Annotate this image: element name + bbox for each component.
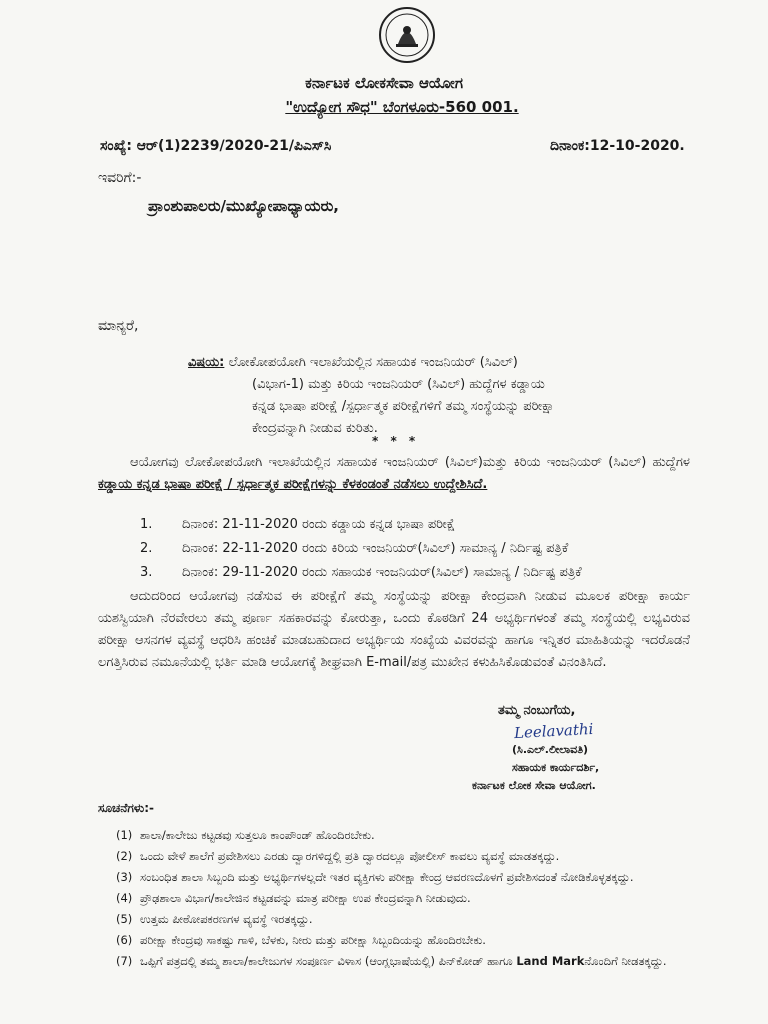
note-text-c: ನೊಂದಿಗೆ ನೀಡತಕ್ಕದ್ದು. <box>584 954 667 968</box>
salutation: ಮಾನ್ಯರೆ, <box>98 318 139 334</box>
signer-name: (ಸಿ.ಎಲ್.ಲೀಲಾವತಿ) <box>512 743 589 756</box>
notes-list <box>116 826 688 973</box>
signer-office: ಕರ್ನಾಟಕ ಲೋಕ ಸೇವಾ ಆಯೋಗ. <box>472 779 596 792</box>
note-number: (4) <box>116 891 133 905</box>
subject-line-4: ಕೇಂದ್ರವನ್ನಾಗಿ ನೀಡುವ ಕುರಿತು. <box>252 421 378 436</box>
exam-number: 3. <box>140 565 153 580</box>
intro-paragraph <box>98 452 690 496</box>
list-item <box>116 826 688 845</box>
note-text: ಪರೀಕ್ಷಾ ಕೇಂದ್ರವು ಸಾಕಷ್ಟು ಗಾಳಿ, ಬೆಳಕು, ನೀರು ಮತ್ತು ಪರೀಕ್ಷಾ ಸಿಬ್ಬಂದಿಯನ್ನು ಹೊಂದಿರಬೇಕು. <box>140 933 486 947</box>
note-number: (1) <box>116 828 133 842</box>
exam-text: ದಿನಾಂಕ: 22-11-2020 ರಂದು ಕಿರಿಯ ಇಂಜನಿಯರ್(ಸಿವಿಲ್) ಸಾಮಾನ್ಯ / ನಿರ್ದಿಷ್ಟ ಪತ್ರಿಕೆ <box>182 541 569 556</box>
separator: * * * <box>372 434 420 448</box>
list-item <box>116 847 688 866</box>
subject-label: ವಿಷಯ: <box>188 355 225 370</box>
organization-name: ಕರ್ನಾಟಕ ಲೋಕಸೇವಾ ಆಯೋಗ <box>305 74 463 92</box>
exam-number: 2. <box>140 541 153 556</box>
list-item <box>116 952 688 971</box>
reference-number: ಸಂಖ್ಯೆ: ಆರ್(1)2239/2020-21/ಪಿಎಸ್‌ಸಿ <box>100 138 332 154</box>
list-item <box>140 561 582 585</box>
note-number: (7) <box>116 954 133 968</box>
addressee: ಪ್ರಾಂಶುಪಾಲರು/ಮುಖ್ಯೋಪಾಧ್ಯಾಯರು, <box>148 197 339 215</box>
government-seal-icon <box>378 6 436 64</box>
signer-block <box>472 741 636 795</box>
closing: ತಮ್ಮ ನಂಬುಗೆಯ, <box>498 703 576 718</box>
list-item <box>140 537 582 561</box>
list-item <box>140 513 582 537</box>
note-number: (3) <box>116 870 133 884</box>
to-label: ಇವರಿಗೆ:- <box>98 170 142 186</box>
subject-line-2: (ವಿಭಾಗ-1) ಮತ್ತು ಕಿರಿಯ ಇಂಜನಿಯರ್ (ಸಿವಿಲ್) ಹುದ್ದೆಗಳ ಕಡ್ಡಾಯ <box>252 377 545 392</box>
request-paragraph: ಆದುದರಿಂದ ಆಯೋಗವು ನಡೆಸುವ ಈ ಪರೀಕ್ಷೆಗೆ ತಮ್ಮ ಸಂಸ್ಥೆಯನ್ನು ಪರೀಕ್ಷಾ ಕೇಂದ್ರವಾಗಿ ನೀಡುವ ಮೂಲಕ ಪರೀಕ್ಷಾ ಕಾರ್ಯ ಯಶಸ್ವಿಯಾಗಿ ನೆರವೇರಲು ತಮ್ಮ ಪೂರ್ಣ ಸಹಕಾರವನ್ನು ಕೋರುತ್ತಾ, ಒಂದು ಕೊಠಡಿಗೆ 24 ಅಭ್ಯರ್ಥಿಗಳಂತೆ ತಮ್ಮ ಸಂಸ್ಥೆಯಲ್ಲಿ ಲಭ್ಯವಿರುವ ಪರೀಕ್ಷಾ ಆಸನಗಳ ವ್ಯವಸ್ಥೆ ಆಧರಿಸಿ ಹಂಚಿಕೆ ಮಾಡಬಹುದಾದ ಅಭ್ಯರ್ಥಿಯ ಸಂಖ್ಯೆಯ ವಿವರವನ್ನು ಹಾಗೂ ಇನ್ನಿತರ ಮಾಹಿತಿಯನ್ನು ಇದರೊಡನೆ ಲಗತ್ತಿಸಿರುವ ನಮೂನೆಯಲ್ಲಿ ಭರ್ತಿ ಮಾಡಿ ಆಯೋಗಕ್ಕೆ ಶೀಘ್ರವಾಗಿ E-mail/ಪತ್ರ ಮುಖೇನ ಕಳುಹಿಸಿಕೊಡುವಂತೆ ವಿನಂತಿಸಿದೆ. <box>98 589 690 670</box>
list-item <box>116 931 688 950</box>
intro-emphasis: ಕಡ್ಡಾಯ ಕನ್ನಡ ಭಾಷಾ ಪರೀಕ್ಷೆ / ಸ್ಪರ್ಧಾತ್ಮಕ ಪರೀಕ್ಷೆಗಳನ್ನು ಕೆಳಕಂಡಂತೆ ನಡೆಸಲು ಉದ್ದೇಶಿಸಿದೆ. <box>98 477 488 492</box>
list-item <box>116 868 688 887</box>
exam-text: ದಿನಾಂಕ: 21-11-2020 ರಂದು ಕಡ್ಡಾಯ ಕನ್ನಡ ಭಾಷಾ ಪರೀಕ್ಷೆ <box>182 517 456 532</box>
note-text: ಸಂಬಂಧಿತ ಶಾಲಾ ಸಿಬ್ಬಂದಿ ಮತ್ತು ಅಭ್ಯರ್ಥಿಗಳಲ್ಲದೇ ಇತರ ವ್ಯಕ್ತಿಗಳು ಪರೀಕ್ಷಾ ಕೇಂದ್ರ ಆವರಣದೊಳಗೆ ಪ್ರವೇಶಿಸದಂತೆ ನೋಡಿಕೊಳ್ಳತಕ್ಕದ್ದು. <box>140 870 634 884</box>
list-item <box>116 889 688 908</box>
organization-address <box>18 98 768 116</box>
note-number: (5) <box>116 912 133 926</box>
notes-title: ಸೂಚನೆಗಳು:- <box>98 801 154 815</box>
subject-line-3: ಕನ್ನಡ ಭಾಷಾ ಪರೀಕ್ಷೆ /ಸ್ಪರ್ಧಾತ್ಮಕ ಪರೀಕ್ಷೆಗಳಿಗೆ ತಮ್ಮ ಸಂಸ್ಥೆಯನ್ನು ಪರೀಕ್ಷಾ <box>252 399 555 414</box>
exam-number: 1. <box>140 517 153 532</box>
note-text <box>140 952 688 971</box>
note-text: ಪ್ರೌಢಶಾಲಾ ವಿಭಾಗ/ಕಾಲೇಜಿನ ಕಟ್ಟಡವನ್ನು ಮಾತ್ರ ಪರೀಕ್ಷಾ ಉಪ ಕೇಂದ್ರವನ್ನಾಗಿ ನೀಡುವುದು. <box>140 891 471 905</box>
subject-block <box>188 352 648 440</box>
exam-schedule-list <box>140 513 582 585</box>
intro-text: ಆಯೋಗವು ಲೋಕೋಪಯೋಗಿ ಇಲಾಖೆಯಲ್ಲಿನ ಸಹಾಯಕ ಇಂಜನಿಯರ್ (ಸಿವಿಲ್)ಮತ್ತು ಕಿರಿಯ ಇಂಜನಿಯರ್ (ಸಿವಿಲ್) ಹುದ್ದೆಗಳ <box>130 455 690 470</box>
subject-line-1: ಲೋಕೋಪಯೋಗಿ ಇಲಾಖೆಯಲ್ಲಿನ ಸಹಾಯಕ ಇಂಜನಿಯರ್ (ಸಿವಿಲ್) <box>228 355 518 370</box>
organization-address-text: "ಉದ್ಯೋಗ ಸೌಧ" ಬೆಂಗಳೂರು-560 001. <box>285 98 519 116</box>
note-text-b: Land Mark <box>516 954 585 968</box>
note-text: ಶಾಲಾ/ಕಾಲೇಜು ಕಟ್ಟಡವು ಸುತ್ತಲೂ ಕಾಂಪೌಂಡ್ ಹೊಂದಿರಬೇಕು. <box>140 828 375 842</box>
signature: Leelavathi <box>513 719 594 743</box>
note-text: ಉತ್ತಮ ಪೀಠೋಪಕರಣಗಳ ವ್ಯವಸ್ಥೆ ಇರತಕ್ಕದ್ದು. <box>140 912 313 926</box>
note-text: ಒಂದು ವೇಳೆ ಶಾಲೆಗೆ ಪ್ರವೇಶಿಸಲು ಎರಡು ದ್ವಾರಗಳಿದ್ದಲ್ಲಿ ಪ್ರತಿ ದ್ವಾರದಲ್ಲೂ ಪೋಲೀಸ್ ಕಾವಲು ವ್ಯವಸ್ಥೆ ಮಾಡತಕ್ಕದ್ದು. <box>140 849 560 863</box>
list-item <box>116 910 688 929</box>
letter-date: ದಿನಾಂಕ:12-10-2020. <box>550 138 685 154</box>
note-number: (2) <box>116 849 133 863</box>
signer-designation: ಸಹಾಯಕ ಕಾರ್ಯದರ್ಶಿ, <box>512 761 600 774</box>
note-text-a: ಒಪ್ಪಿಗೆ ಪತ್ರದಲ್ಲಿ ತಮ್ಮ ಶಾಲಾ/ಕಾಲೇಜುಗಳ ಸಂಪೂರ್ಣ ವಿಳಾಸ (ಆಂಗ್ಲಭಾಷೆಯಲ್ಲಿ) ಪಿನ್‌ಕೋಡ್ ಹಾಗೂ <box>140 954 517 968</box>
exam-text: ದಿನಾಂಕ: 29-11-2020 ರಂದು ಸಹಾಯಕ ಇಂಜನಿಯರ್(ಸಿವಿಲ್) ಸಾಮಾನ್ಯ / ನಿರ್ದಿಷ್ಟ ಪತ್ರಿಕೆ <box>182 565 582 580</box>
note-number: (6) <box>116 933 133 947</box>
